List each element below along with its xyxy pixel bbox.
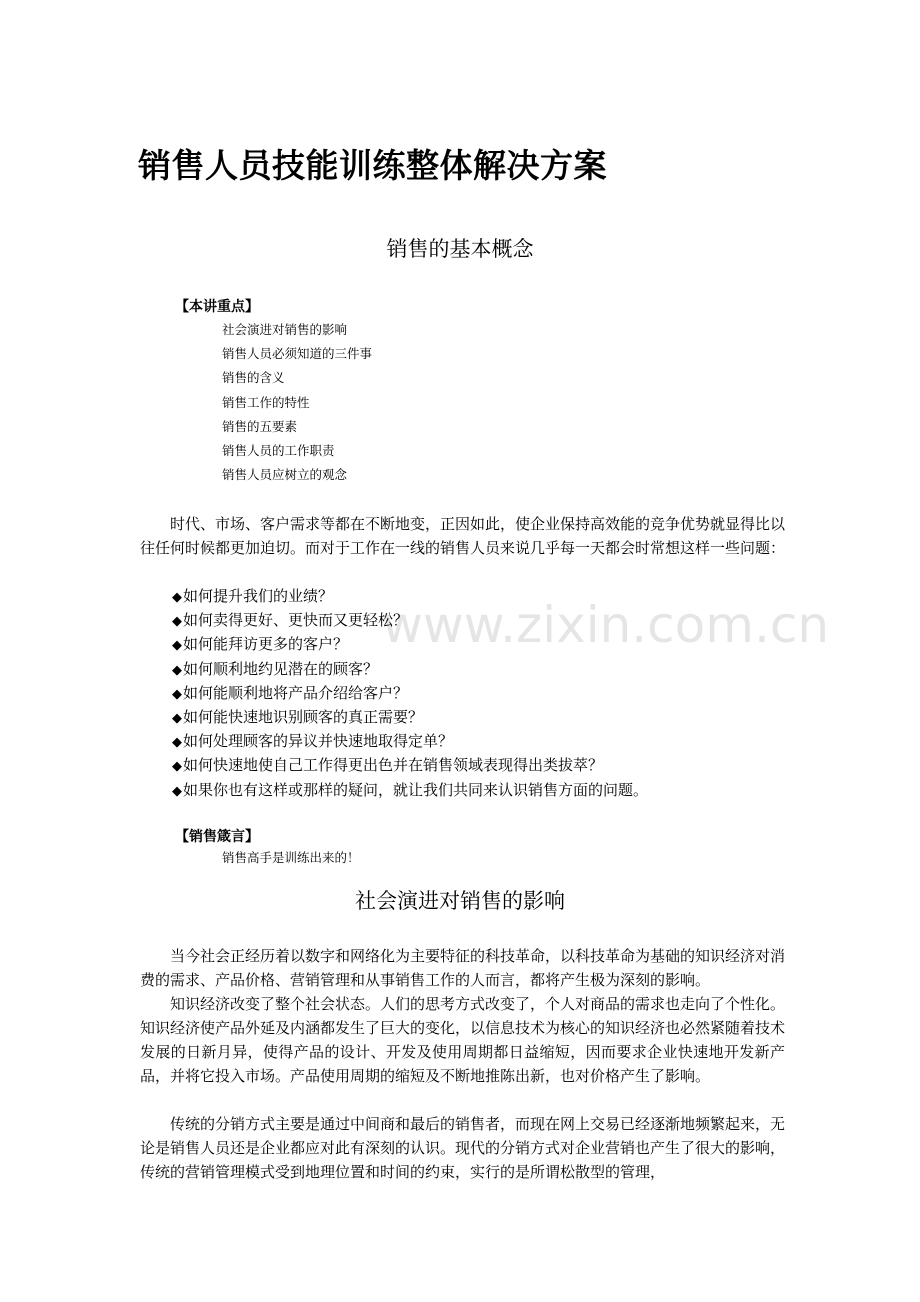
question-item bbox=[172, 584, 648, 608]
key-point-item: 销售的含义 bbox=[222, 370, 285, 386]
diamond-bullet-icon: ◆ bbox=[172, 783, 182, 799]
question-text: 如何能拜访更多的客户？ bbox=[183, 635, 349, 654]
diamond-bullet-icon: ◆ bbox=[172, 759, 182, 775]
diamond-bullet-icon: ◆ bbox=[172, 590, 182, 605]
diamond-bullet-icon: ◆ bbox=[172, 735, 182, 751]
question-item bbox=[172, 681, 648, 705]
key-point-item: 社会演进对销售的影响 bbox=[222, 322, 348, 337]
key-points-label: 【本讲重点】 bbox=[175, 299, 259, 315]
question-text: 如何卖得更好、更快而又更轻松？ bbox=[183, 611, 409, 630]
diamond-bullet-icon: ◆ bbox=[172, 614, 182, 630]
motto-label: 【销售箴言】 bbox=[175, 829, 259, 845]
diamond-bullet-icon: ◆ bbox=[172, 686, 182, 702]
question-text: 如何处理顾客的异议并快速地取得定单？ bbox=[183, 732, 454, 751]
section-heading-basic-concepts: 销售的基本概念 bbox=[386, 237, 534, 261]
question-text: 如果你也有这样或那样的疑问，就让我们共同来认识销售方面的问题。 bbox=[183, 780, 649, 799]
question-item bbox=[172, 608, 648, 632]
key-point-item: 销售人员必须知道的三件事 bbox=[222, 346, 373, 362]
question-item bbox=[172, 753, 648, 777]
questions-list bbox=[172, 584, 648, 802]
document-title: 销售人员技能训练整体解决方案 bbox=[138, 146, 607, 185]
question-item bbox=[172, 657, 648, 681]
watermark: www.zixin.com.cn bbox=[382, 596, 830, 654]
question-text: 如何能快速地识别顾客的真正需要？ bbox=[183, 707, 424, 726]
body-paragraph: 知识经济改变了整个社会状态。人们的思考方式改变了，个人对商品的需求也走向了个性化。知识经济使产品外延及内涵都发生了巨大的变化，以信息技术为核心的知识经济也必然紧随着技术发展的日新月异，使得产品的设计、开发及使用周期都日益缩短，因而要求企业快速地开发新产品，并将它投入市场。产品使用周期的缩短及不断地推陈出新，也对价格产生了影响。 bbox=[140, 995, 786, 1085]
question-item bbox=[172, 705, 648, 729]
question-text: 如何能顺利地将产品介绍给客户？ bbox=[183, 683, 409, 702]
question-text: 如何顺利地约见潜在的顾客？ bbox=[183, 659, 379, 678]
question-item bbox=[172, 729, 648, 753]
motto-text: 销售高手是训练出来的！ bbox=[222, 850, 360, 865]
section-heading-social-evolution: 社会演进对销售的影响 bbox=[355, 889, 565, 913]
question-text: 如何提升我们的业绩？ bbox=[183, 587, 334, 605]
body-paragraph: 当今社会正经历着以数字和网络化为主要特征的科技革命，以科技革命为基础的知识经济对消费的需求、产品价格、营销管理和从事销售工作的人而言，都将产生极为深刻的影响。 bbox=[140, 947, 786, 989]
key-point-item: 销售的五要素 bbox=[222, 418, 298, 434]
question-item bbox=[172, 632, 648, 656]
body-paragraph: 传统的分销方式主要是通过中间商和最后的销售者，而现在网上交易已经逐渐地频繁起来，无论是销售人员还是企业都应对此有深刻的认识。现代的分销方式对企业营销也产生了很大的影响，传统的营销管理模式受到地理位置和时间的约束，实行的是所谓松散型的管理， bbox=[140, 1115, 786, 1181]
question-text: 如何快速地使自己工作得更出色并在销售领域表现得出类拔萃？ bbox=[183, 756, 604, 775]
question-item bbox=[172, 778, 648, 802]
key-point-item: 销售人员应树立的观念 bbox=[222, 467, 348, 483]
key-point-item: 销售人员的工作职责 bbox=[222, 442, 335, 458]
key-points-list bbox=[222, 318, 372, 487]
diamond-bullet-icon: ◆ bbox=[172, 638, 182, 654]
key-point-item: 销售工作的特性 bbox=[222, 394, 310, 410]
intro-paragraph: 时代、市场、客户需求等都在不断地变，正因如此，使企业保持高效能的竞争优势就显得比以往任何时候都更加迫切。而对于工作在一线的销售人员来说几乎每一天都会时常想这样一些问题： bbox=[140, 515, 786, 557]
diamond-bullet-icon: ◆ bbox=[172, 662, 182, 678]
diamond-bullet-icon: ◆ bbox=[172, 710, 182, 726]
